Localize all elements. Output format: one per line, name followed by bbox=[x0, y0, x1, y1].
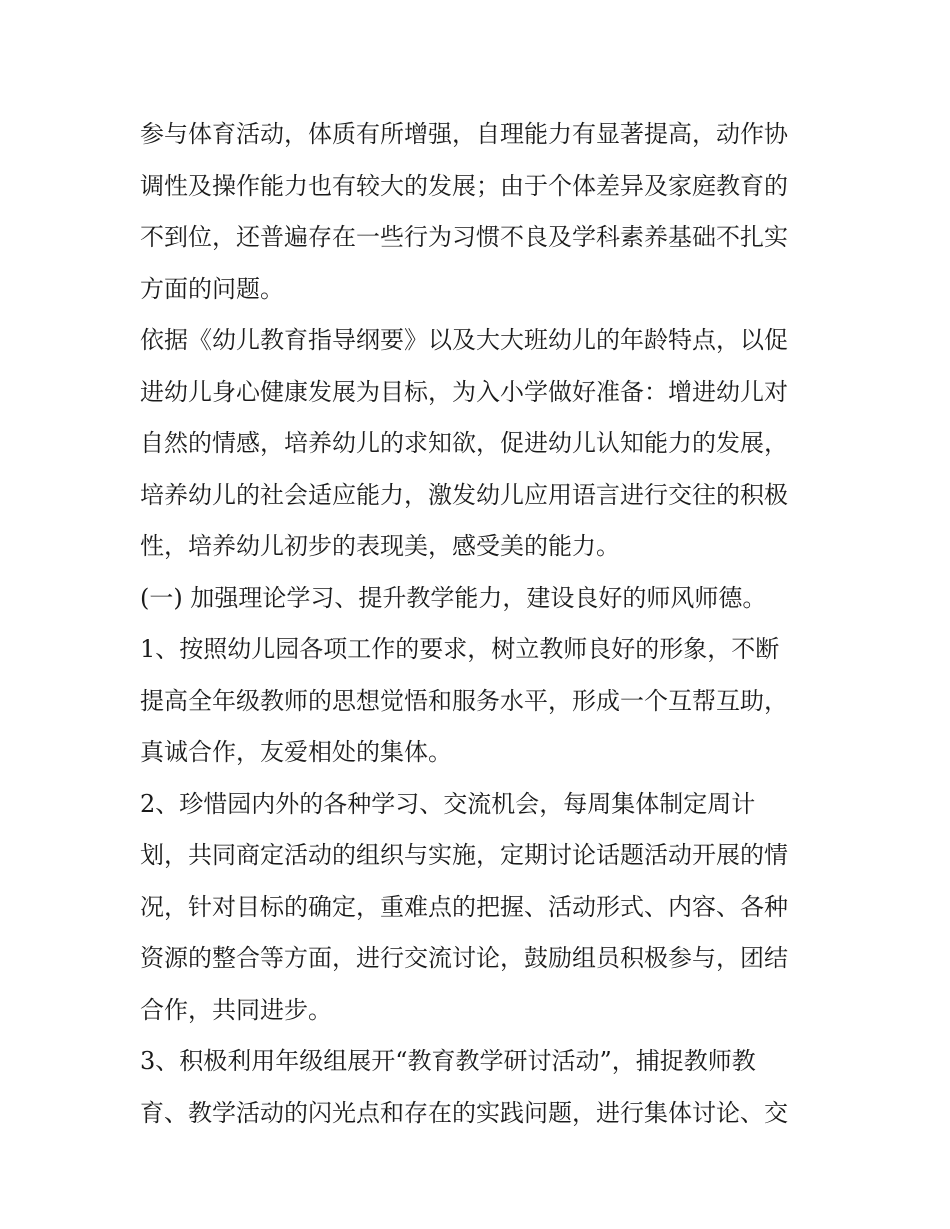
text-line: 依据《幼儿教育指导纲要》以及大大班幼儿的年龄特点，以促 bbox=[140, 326, 788, 354]
text-line: 不到位，还普遍存在一些行为习惯不良及学科素养基础不扎实 bbox=[140, 223, 788, 251]
text-line: 参与体育活动，体质有所增强，自理能力有显著提高，动作协 bbox=[140, 120, 788, 148]
text-line: 2、珍惜园内外的各种学习、交流机会，每周集体制定周计 bbox=[140, 789, 756, 818]
text-line: 自然的情感，培养幼儿的求知欲，促进幼儿认知能力的发展， bbox=[140, 429, 788, 457]
text-line: 划，共同商定活动的组织与实施，定期讨论话题活动开展的情 bbox=[140, 841, 788, 869]
document-body bbox=[140, 109, 830, 1139]
text-line: 方面的问题。 bbox=[140, 274, 284, 303]
text-line: 性，培养幼儿初步的表现美，感受美的能力。 bbox=[140, 532, 620, 560]
text-line: 育、教学活动的闪光点和存在的实践问题，进行集体讨论、交 bbox=[140, 1098, 788, 1127]
text-line: 提高全年级教师的思想觉悟和服务水平，形成一个互帮互助， bbox=[140, 686, 788, 715]
text-line: 况，针对目标的确定，重难点的把握、活动形式、内容、各种 bbox=[140, 892, 788, 921]
text-line: 培养幼儿的社会适应能力，激发幼儿应用语言进行交往的积极 bbox=[140, 480, 788, 509]
text-line: 1、按照幼儿园各项工作的要求，树立教师良好的形象，不断 bbox=[140, 635, 780, 663]
text-line: 合作，共同进步。 bbox=[140, 995, 332, 1024]
text-line: 真诚合作，友爱相处的集体。 bbox=[140, 738, 452, 766]
text-line: 调性及操作能力也有较大的发展；由于个体差异及家庭教育的 bbox=[140, 171, 788, 200]
text-line: 进幼儿身心健康发展为目标，为入小学做好准备：增进幼儿对 bbox=[140, 377, 788, 406]
text-line: 3、积极利用年级组展开“教育教学研讨活动”，捕捉教师教 bbox=[140, 1047, 756, 1075]
section-heading: (一) 加强理论学习、提升教学能力，建设良好的师风师德。 bbox=[140, 583, 767, 612]
text-line: 资源的整合等方面，进行交流讨论，鼓励组员积极参与，团结 bbox=[140, 944, 788, 972]
